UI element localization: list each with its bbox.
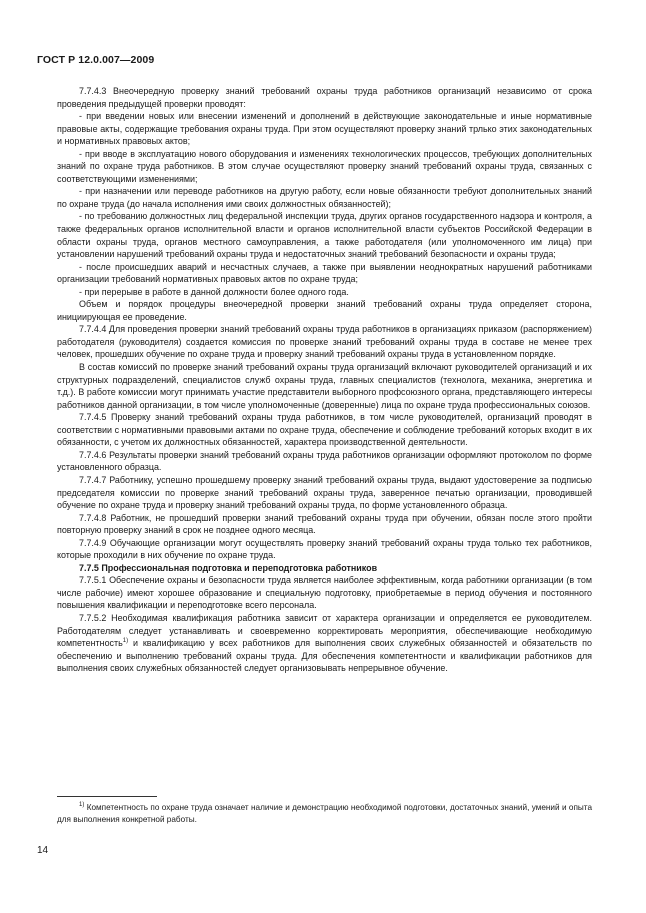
paragraph: 7.7.4.5 Проверку знаний требований охраны труда работников, в том числе руководителей, организаций проводят в соответствии с нормативными правовыми актами по охране труда, обеспечение и соблюдение требований которых входит в их обязанности, с учетом их должностных обязанностей, характера производственной деятельности. bbox=[57, 412, 592, 448]
footnote-separator bbox=[57, 796, 157, 797]
footnote-marker: 1) bbox=[79, 802, 85, 808]
paragraph: - при перерыве в работе в данной должности более одного года. bbox=[79, 286, 349, 297]
page-number: 14 bbox=[37, 845, 49, 856]
footnote-text: Компетентность по охране труда означает наличие и демонстрацию необходимой подготовки, достаточных знаний, умений и опыта для выполнения конкретной работы. bbox=[57, 803, 592, 824]
section-heading: 7.7.5 Профессиональная подготовка и переподготовка работников bbox=[79, 562, 378, 573]
paragraph-text: 7.7.5.2 Необходимая квалификация работника зависит от характера организации и определяется ее руководителем. Работодателям следует устанавливать и своевременно корректировать мероприятия, обеспечивающие необходимую компетентность bbox=[57, 612, 592, 649]
paragraph: - при введении новых или внесении изменений и дополнений в действующие законодательные и иные нормативные правовые акты, содержащие требования охраны труда. При этом осуществляют проверку знаний тр​лько этих законодательных и нормативных правовых актов; bbox=[57, 111, 592, 147]
paragraph: - по требованию должностных лиц федеральной инспекции труда, других органов государственного надзора и контроля, а также федеральных органов исполнительной власти и органов исполнительной власти субъектов Российской Федерации в области охраны труда, органов местного самоуправления, а также работодателя (или уполномоченного им лица) при установлении нарушений требований охраны труда и недостаточных знаний требований безопасности и охраны труда; bbox=[57, 211, 592, 260]
paragraph: - после происшедших аварий и несчастных случаев, а также при выявлении неоднократных нарушений работниками организации требований нормативных правовых актов по охране труда; bbox=[57, 261, 592, 285]
paragraph: В состав комиссий по проверке знаний требований охраны труда организаций включают руководителей организаций и их структурных подразделений, специалистов служб охраны труда, главных специалистов (технолога, механика, энергетика и т.д.). В работе комиссии могут принимать участие представители выборного профсоюзного органа, представляющего интересы работников данной организации, в том числе уполномоченные (доверенные) лица по охране труда профессиональных союзов. bbox=[57, 362, 592, 410]
paragraph: 7.7.4.8 Работник, не прошедший проверки знаний требований охраны труда при обучении, обязан после этого пройти повторную проверку знаний в срок не позднее одного месяца. bbox=[57, 512, 592, 536]
paragraph: 7.7.4.7 Работнику, успешно прошедшему проверку знаний требований охраны труда, выдают удостоверение за подписью председателя комиссии по проверке знаний требований охраны труда, заверенное печатью организации, проводившей обучение по охране труда и проверку знаний требований охраны труда, по форме установленного образца. bbox=[57, 474, 592, 511]
paragraph: 7.7.4.9 Обучающие организации могут осуществлять проверку знаний требований охраны труда только тех работников, которые проходили в них обучение по охране труда. bbox=[57, 537, 592, 561]
paragraph: Объем и порядок процедуры внеочередной проверки знаний требований охраны труда определяет сторона, инициирующая ее проведение. bbox=[57, 299, 592, 322]
footnote bbox=[57, 802, 592, 825]
paragraph: 7.7.4.3 Внеочередную проверку знаний требований охраны труда работников организаций независимо от срока проведения предыдущей проверки проводят: bbox=[57, 86, 592, 109]
paragraph: 7.7.5.1 Обеспечение охраны и безопасности труда является наиболее эффективным, когда работники организации (в том числе рабочие) имеют хорошее образование и специальную подготовку, приобретаемые в период обучения и постоянного повышения квалификации и переподготовке всего персонала. bbox=[57, 575, 592, 611]
paragraph: - при вводе в эксплуатацию нового оборудования и изменениях технологических процессов, требующих дополнительных знаний по охране труда работников. В этом случае осуществляют проверку знаний требований охраны труда, связанных с соответствующими изменениями; bbox=[57, 148, 592, 184]
document-code-header: ГОСТ Р 12.0.007—2009 bbox=[37, 54, 155, 66]
paragraph-with-footnote-ref bbox=[57, 612, 592, 675]
paragraph: - при назначении или переводе работников на другую работу, если новые обязанности требуют дополнительных знаний по охране труда (до начала исполнения ими своих должностных обязанностей); bbox=[57, 186, 592, 209]
paragraph: 7.7.4.6 Результаты проверки знаний требований охраны труда работников организации оформляют протоколом по форме установленного образца. bbox=[57, 449, 592, 473]
paragraph: 7.7.4.4 Для проведения проверки знаний требований охраны труда работников в организациях приказом (распоряжением) работодателя (руководителя) создается комиссия по проверке знаний требований охраны труда в составе не менее трех человек, прошедших обучение по охране труда и проверку знаний требований охраны труда в установленном порядке. bbox=[57, 324, 592, 360]
footnote-reference: 1) bbox=[122, 638, 129, 645]
main-text-body bbox=[57, 85, 592, 675]
paragraph-text: и квалификацию у всех работников для выполнения своих служебных обязанностей и обязательств по обеспечению и выполнению требований охраны труда. Для обеспечения компетентности и квалификации работников для выполнения своих служебных обязанностей следует организовывать непрерывное обучение. bbox=[57, 638, 592, 674]
